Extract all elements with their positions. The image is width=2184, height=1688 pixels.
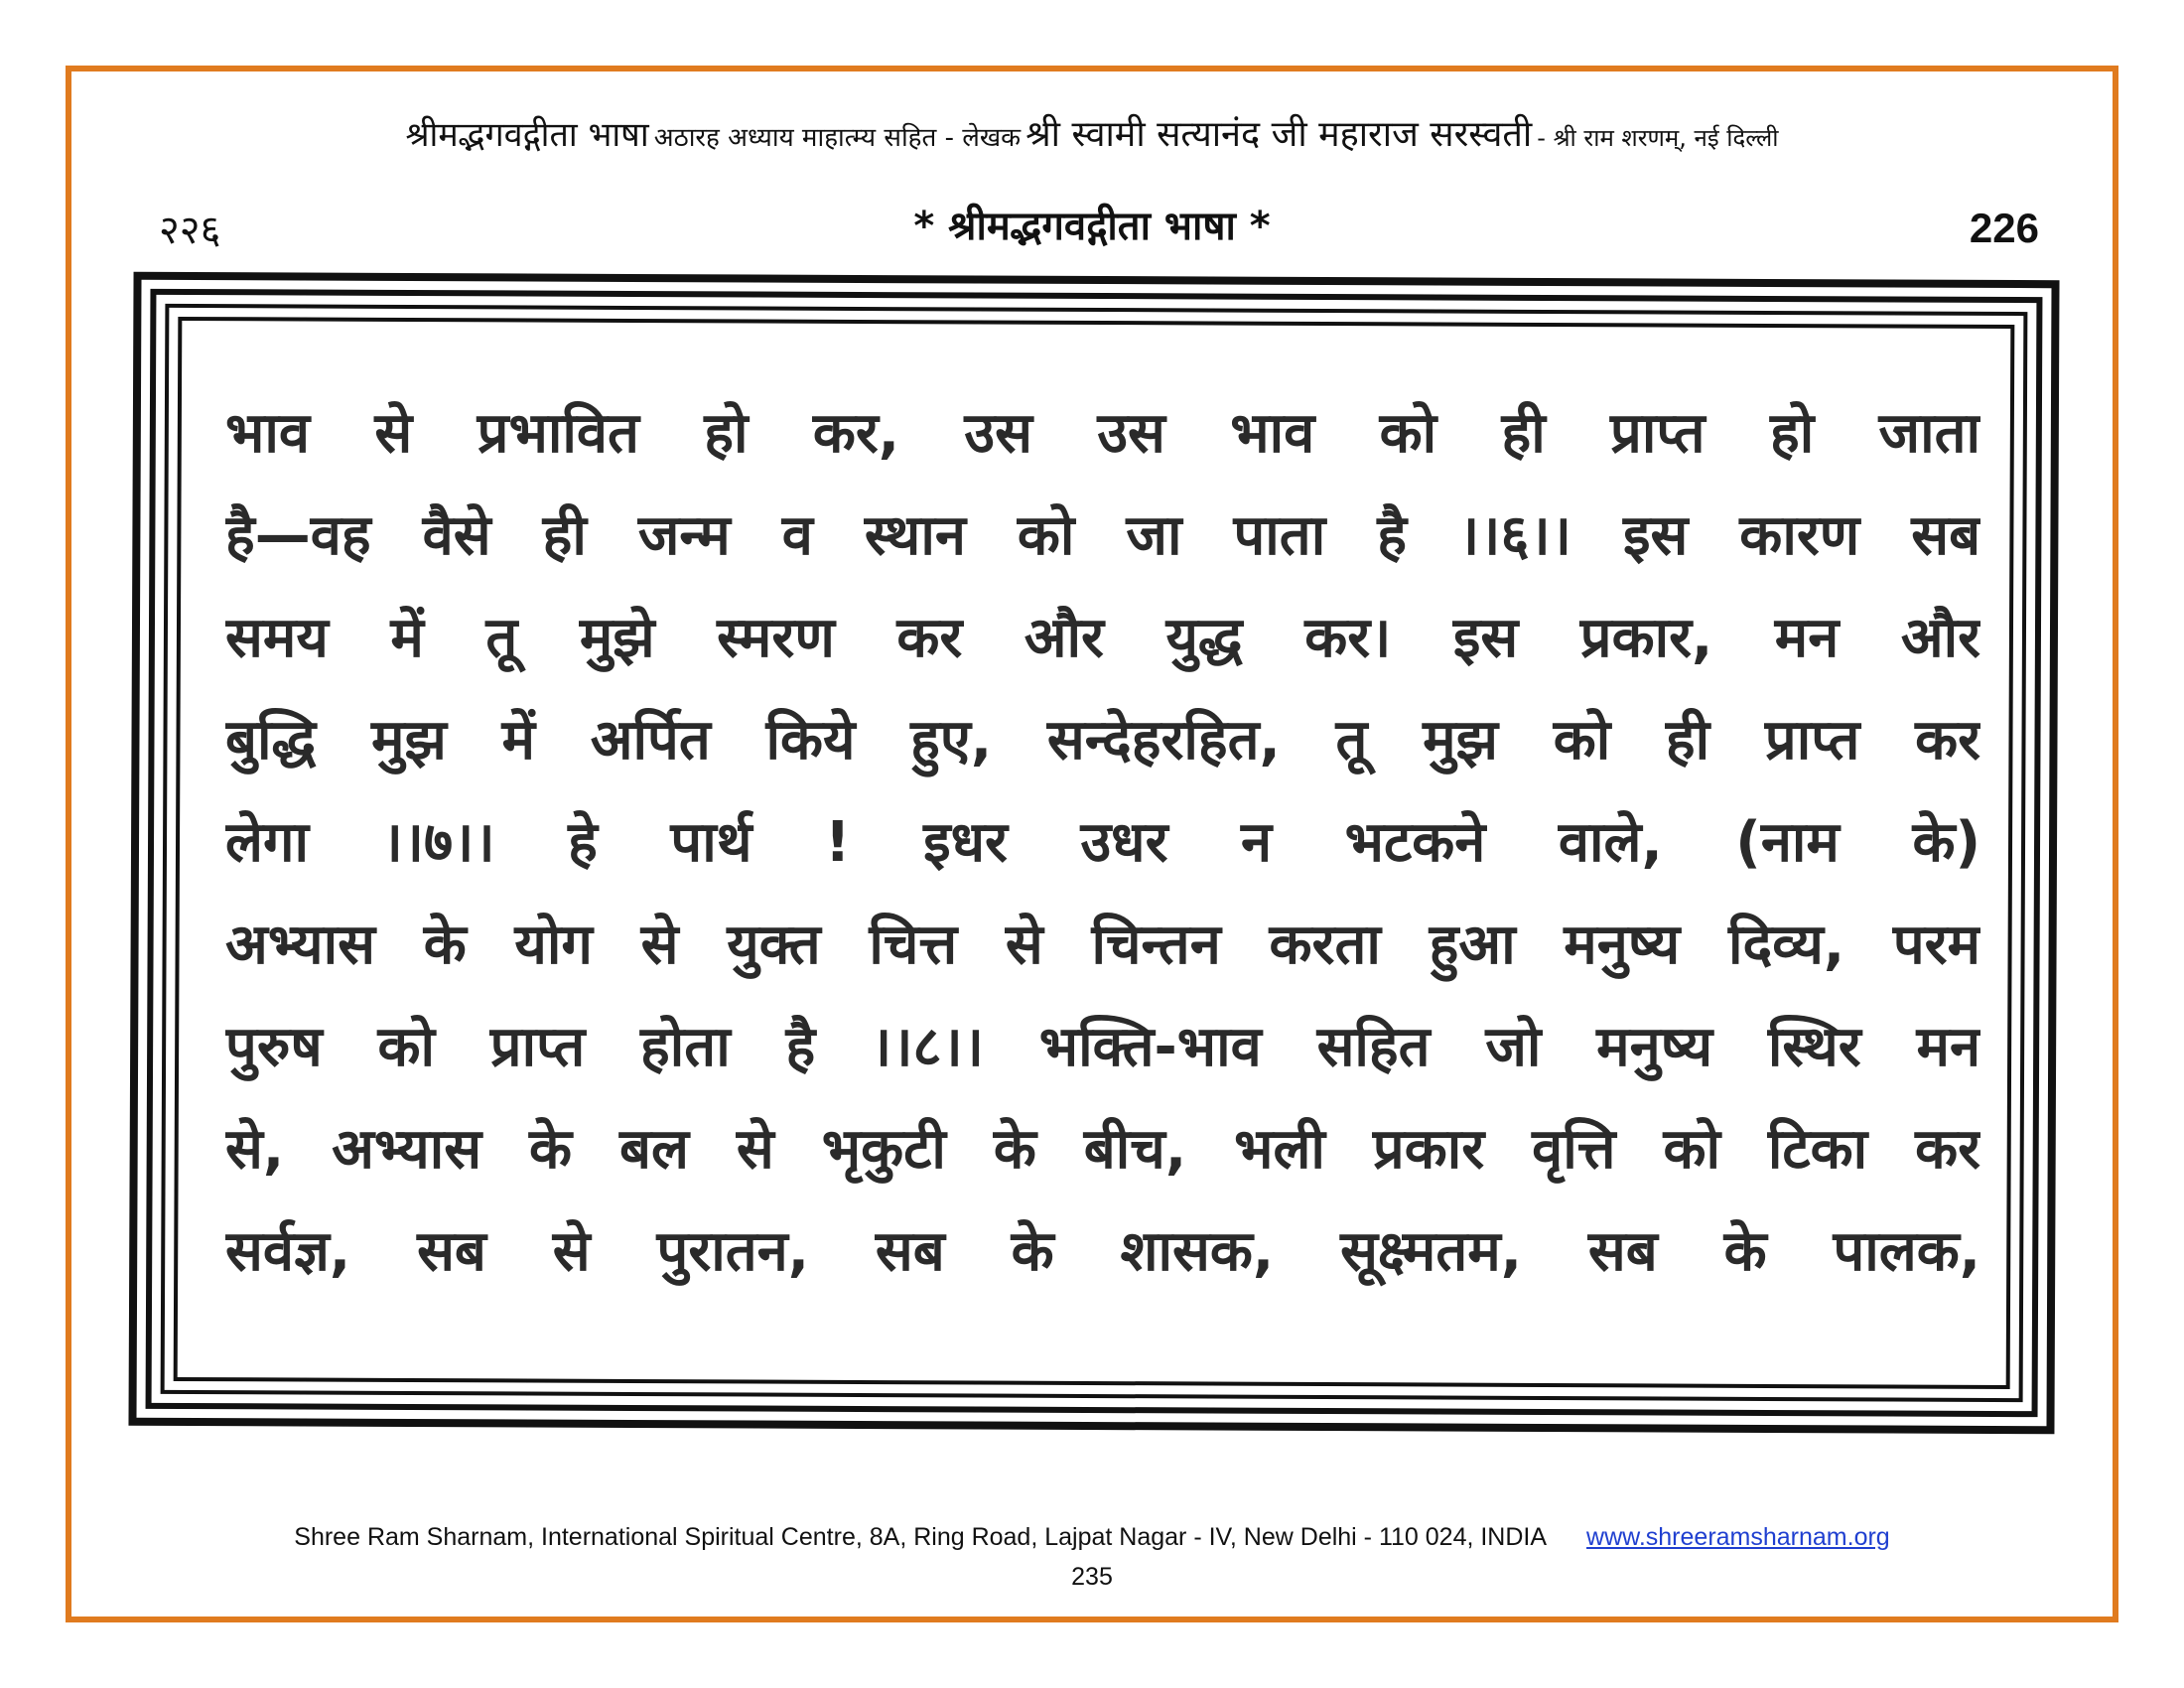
text-line: है—वह वैसे ही जन्म व स्थान को जा पाता है ।।६।। इस कारण सब <box>225 503 1981 569</box>
text-line: लेगा ।।७।। हे पार्थ ! इधर उधर न भटकने वाले, (नाम के) <box>225 810 1981 876</box>
text-line: बुद्धि मुझ में अर्पित किये हुए, सन्देहरहित, तू मुझ को ही प्राप्त कर <box>225 708 1981 774</box>
footer-address: Shree Ram Sharnam, International Spiritual Centre, 8A, Ring Road, Lajpat Nagar - IV, New Delhi - 110 024, INDIA <box>294 1523 1548 1551</box>
header-subtitle: अठारह अध्याय माहात्म्य सहित - लेखक <box>653 123 1022 153</box>
frame-rule-3 <box>161 304 2028 1402</box>
text-line: पुरुष को प्राप्त होता है ।।८।। भक्ति-भाव सहित जो मनुष्य स्थिर मन <box>225 1015 1981 1080</box>
frame-rule-inner <box>174 317 2015 1389</box>
text-frame <box>128 272 2059 1434</box>
running-head-title: * श्रीमद्भगवद्गीता भाषा * <box>913 204 1271 249</box>
text-line: समय में तू मुझे स्मरण कर और युद्ध कर। इस प्रकार, मन और <box>225 606 1981 671</box>
footer <box>0 1523 2184 1552</box>
book-header <box>99 114 2085 155</box>
frame-rule-2 <box>146 289 2043 1417</box>
text-line: अभ्यास के योग से युक्त चित्त से चिन्तन करता हुआ मनुष्य दिव्य, परम <box>225 913 1981 978</box>
scripture-text <box>225 382 1980 1303</box>
running-head <box>0 195 2184 253</box>
page-number-devanagari: २२६ <box>159 208 221 253</box>
text-line: सर्वज्ञ, सब से पुरातन, सब के शासक, सूक्ष्मतम, सब के पालक, <box>225 1219 1981 1285</box>
page-number: 226 <box>1969 205 2039 251</box>
text-line: भाव से प्रभावित हो कर, उस उस भाव को ही प्राप्त हो जाता <box>225 401 1981 467</box>
header-book-title: श्रीमद्भगवद्गीता भाषा <box>405 115 649 155</box>
header-publisher: - श्री राम शरणम्, नई दिल्ली <box>1537 124 1779 152</box>
text-line: से, अभ्यास के बल से भृकुटी के बीच, भली प्रकार वृत्ति को टिका कर <box>225 1117 1981 1183</box>
header-author: श्री स्वामी सत्यानंद जी महाराज सरस्वती <box>1025 114 1533 155</box>
website-link[interactable]: www.shreeramsharnam.org <box>1586 1523 1890 1551</box>
footer-page-number: 235 <box>1071 1563 1113 1591</box>
